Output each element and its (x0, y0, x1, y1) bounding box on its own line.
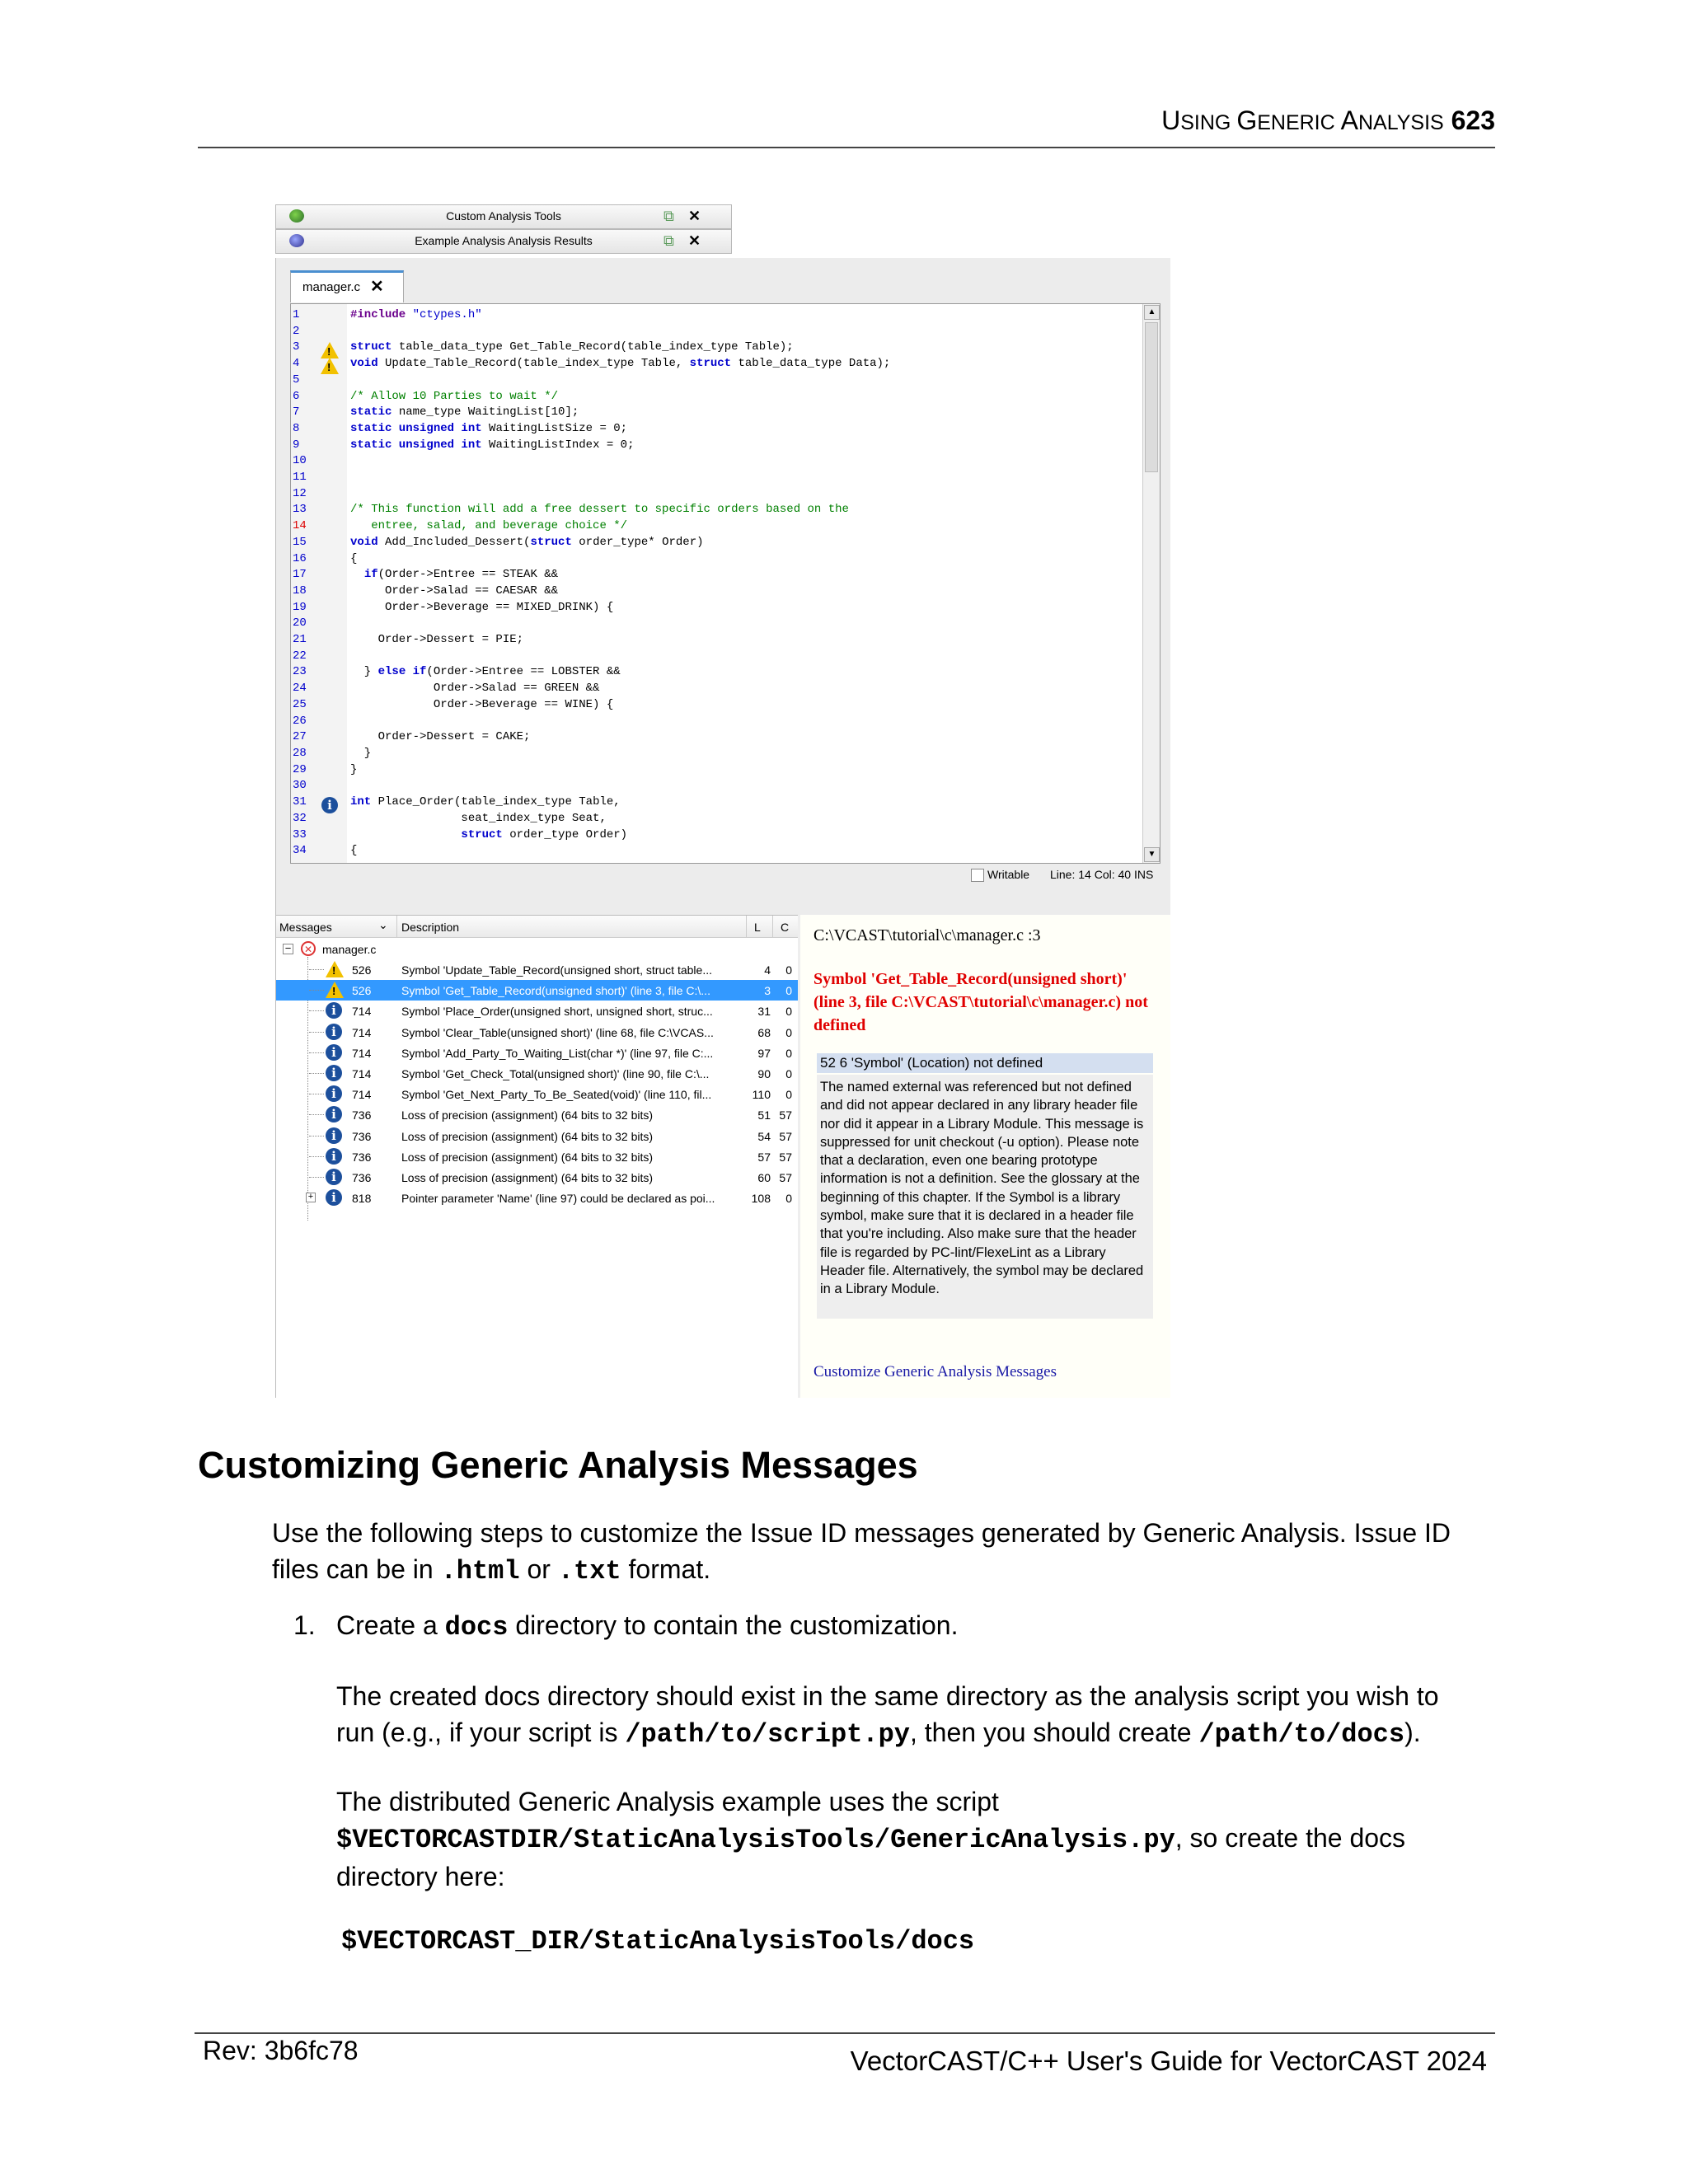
message-description: Symbol 'Clear_Table(unsigned short)' (line 68, file C:\VCAS... (401, 1025, 714, 1039)
panel-tab-custom-analysis-tools[interactable]: Custom Analysis Tools ⧉ ✕ (275, 204, 732, 229)
message-id: 736 (352, 1150, 372, 1164)
tree-connector (309, 1073, 324, 1074)
line-numbers: 1 2 3 4 5 6 7 8 9 10 11 12 13 14 15 16 17 18 19 20 21 22 23 24 25 26 27 28 29 30 31 32 33 34 (293, 308, 307, 858)
editor-status-bar: Writable Line: 14 Col: 40 INS (290, 864, 1159, 885)
scroll-up-icon[interactable]: ▲ (1144, 305, 1160, 320)
message-description: Symbol 'Get_Next_Party_To_Be_Seated(void)' (line 110, fil... (401, 1088, 712, 1102)
customize-messages-link[interactable]: Customize Generic Analysis Messages (814, 1363, 1057, 1380)
page-number: 623 (1451, 105, 1495, 135)
vertical-scrollbar[interactable] (1142, 304, 1160, 863)
collapse-icon[interactable]: − (283, 944, 293, 954)
writable-checkbox[interactable] (971, 869, 984, 882)
detail-error-title: Symbol 'Get_Table_Record(unsigned short)' (line 3, file C:\VCAST\tutorial\c\manager.c) not defined (814, 970, 1148, 1034)
message-row[interactable] (276, 1126, 799, 1146)
message-description: Symbol 'Place_Order(unsigned short, unsigned short, struc... (401, 1005, 713, 1019)
message-col: 0 (785, 1192, 792, 1206)
info-icon: i (326, 1044, 342, 1061)
info-icon: i (326, 1065, 342, 1081)
message-line: 90 (757, 1067, 771, 1080)
message-col: 0 (785, 1046, 792, 1060)
tree-connector (309, 1156, 324, 1157)
message-col: 0 (785, 963, 792, 977)
warning-marker-icon[interactable] (321, 342, 339, 359)
error-file-icon: ✕ (301, 941, 316, 956)
column-description[interactable]: Description (401, 921, 460, 934)
message-id: 714 (352, 1046, 372, 1060)
message-line: 51 (757, 1108, 771, 1122)
info-icon: i (326, 1148, 342, 1165)
source-code: #include "ctypes.h" struct table_data_type Get_Table_Record(table_index_type Table); void Update_Table_Record(table_index_type Table, struct table_data_type Data); /* Allow 10 Parties to wait */ static name_type WaitingList[10]; static unsigned int WaitingListSize = 0; static unsigned int WaitingListIndex = 0; /* This function will add a free dessert to specific orders based on the entree, salad, and beverage choice */ void Add_Included_Dessert(struct order_type* Order) { if(Order->Entree == STEAK && Order->Salad == CAESAR && Order->Beverage == MIXED_DRINK) { Order->Dessert = PIE; } else if(Order->Entree == LOBSTER && Order->Salad == GREEN && Order->Beverage == WINE) { Order->Dessert = CAKE; } } int Place_Order(table_index_type Table, seat_index_type Seat, struct order_type Order) { (350, 308, 891, 858)
tree-connector (309, 1177, 324, 1178)
messages-header (276, 916, 799, 938)
message-description: Symbol 'Get_Check_Total(unsigned short)' (line 90, file C:\... (401, 1067, 710, 1080)
message-description: Loss of precision (assignment) (64 bits to 32 bits) (401, 1129, 654, 1143)
detail-file-path: C:\VCAST\tutorial\c\manager.c :3 (814, 926, 1041, 944)
detail-box-header: 52 6 'Symbol' (Location) not defined (817, 1053, 1153, 1073)
messages-panel (275, 915, 799, 1398)
message-line: 110 (752, 1088, 771, 1102)
tree-connector (309, 1114, 324, 1115)
message-row[interactable] (276, 1188, 799, 1208)
section-heading: Customizing Generic Analysis Messages (198, 1444, 918, 1486)
tree-connector (309, 1136, 324, 1137)
message-row[interactable] (276, 1104, 799, 1125)
scrollbar-thumb[interactable] (1145, 322, 1158, 472)
message-row[interactable] (276, 959, 799, 980)
intro-paragraph: Use the following steps to customize the Issue ID messages generated by Generic Analysis. Issue ID files can be in .html or .txt format. (272, 1518, 1451, 1586)
close-tab-icon[interactable]: ✕ (370, 278, 384, 296)
message-line: 60 (757, 1171, 771, 1184)
running-header: USING GENERIC ANALYSIS 623 (1161, 105, 1495, 135)
message-description: Loss of precision (assignment) (64 bits to 32 bits) (401, 1171, 654, 1184)
tree-connector (309, 1032, 324, 1033)
info-marker-icon[interactable]: i (321, 797, 339, 813)
warning-icon (326, 961, 344, 977)
message-id: 736 (352, 1171, 372, 1184)
message-col: 57 (779, 1171, 792, 1184)
message-col: 0 (785, 1005, 792, 1019)
message-row[interactable] (276, 1063, 799, 1084)
expand-icon[interactable]: + (306, 1193, 316, 1202)
message-line: 97 (757, 1046, 771, 1060)
message-col: 57 (779, 1150, 792, 1164)
message-col: 57 (779, 1108, 792, 1122)
detach-icon[interactable]: ⧉ (663, 208, 674, 224)
panel-tab-analysis-results[interactable]: Example Analysis Analysis Results ⧉ ✕ (275, 229, 732, 254)
message-line: 4 (764, 963, 771, 977)
page-header (198, 105, 1495, 148)
message-row[interactable] (276, 1084, 799, 1104)
column-messages[interactable]: Messages (279, 921, 332, 934)
message-row[interactable] (276, 1043, 799, 1063)
message-line: 3 (764, 984, 771, 998)
warning-marker-icon[interactable] (321, 358, 339, 374)
cursor-position: Line: 14 Col: 40 INS (1050, 868, 1154, 881)
revision: Rev: 3b6fc78 (203, 2036, 359, 2065)
info-icon: i (326, 1024, 342, 1040)
message-id: 714 (352, 1088, 372, 1102)
message-id: 714 (352, 1025, 372, 1039)
tree-connector (309, 990, 324, 991)
message-id: 736 (352, 1108, 372, 1122)
guide-title: VectorCAST/C++ User's Guide for VectorCAST 2024 (850, 2046, 1487, 2076)
message-description: Symbol 'Get_Table_Record(unsigned short)' (line 3, file C:\... (401, 984, 710, 998)
message-row[interactable] (276, 1001, 799, 1021)
paragraph-docs-location: The created docs directory should exist in the same directory as the analysis script you wish to run (e.g., if your script is /path/to/script.py, then you should create /path/to/docs). (336, 1681, 1439, 1750)
warning-icon (326, 982, 344, 998)
message-id: 818 (352, 1192, 372, 1206)
detach-icon[interactable]: ⧉ (663, 232, 674, 249)
tree-connector (309, 969, 324, 970)
tree-connector (309, 1052, 324, 1053)
step-1: Create a docs directory to contain the customization. (336, 1610, 959, 1643)
message-id: 714 (352, 1005, 372, 1019)
message-line: 31 (757, 1005, 771, 1019)
info-icon: i (326, 1127, 342, 1144)
message-col: 0 (785, 1088, 792, 1102)
info-icon: i (326, 1106, 342, 1122)
message-line: 54 (757, 1129, 771, 1143)
message-line: 108 (751, 1192, 771, 1206)
paragraph-example-script: The distributed Generic Analysis example uses the script $VECTORCASTDIR/StaticAnalysisTools/GenericAnalysis.py, so create the docs directory here: (336, 1787, 1406, 1891)
message-description: Loss of precision (assignment) (64 bits to 32 bits) (401, 1108, 654, 1122)
info-icon: i (326, 1189, 342, 1206)
message-row[interactable] (276, 1146, 799, 1167)
step-number: 1. (293, 1610, 316, 1640)
ui-screenshot (275, 204, 1170, 1398)
message-col: 0 (785, 1067, 792, 1080)
chevron-down-icon[interactable]: ⌄ (378, 918, 388, 931)
message-col: 0 (785, 984, 792, 998)
column-l[interactable]: L (754, 921, 761, 934)
message-col: 57 (779, 1129, 792, 1143)
message-description: Loss of precision (assignment) (64 bits to 32 bits) (401, 1150, 654, 1164)
page-footer (195, 2032, 1495, 2083)
info-icon: i (326, 1085, 342, 1102)
message-detail-panel (798, 915, 1170, 1398)
code-editor[interactable] (290, 303, 1160, 864)
close-icon[interactable]: ✕ (688, 208, 701, 224)
message-id: 526 (352, 963, 372, 977)
message-row[interactable] (276, 1167, 799, 1188)
message-id: 736 (352, 1129, 372, 1143)
message-id: 526 (352, 984, 372, 998)
message-col: 0 (785, 1025, 792, 1039)
tree-root-manager-c[interactable]: − ✕ manager.c (276, 939, 799, 959)
file-tab-manager-c[interactable]: manager.c ✕ (290, 270, 404, 302)
message-description: Pointer parameter 'Name' (line 97) could be declared as poi... (401, 1192, 715, 1206)
code-docs-path: $VECTORCAST_DIR/StaticAnalysisTools/docs (341, 1926, 975, 1957)
info-icon: i (326, 1002, 342, 1019)
message-row[interactable] (276, 980, 799, 1001)
message-description: Symbol 'Add_Party_To_Waiting_List(char *)' (line 97, file C:... (401, 1046, 714, 1060)
column-c[interactable]: C (781, 921, 790, 934)
tree-connector (309, 1010, 324, 1011)
message-line: 57 (757, 1150, 771, 1164)
detail-description: The named external was referenced but not defined and did not appear declared in any library header file nor did it appear in a Library Module. This message is suppressed for unit checkout (-u option). Please note that a declaration, even one bearing prototype information is not a definition. See the glossary at the beginning of this chapter. If the Symbol is a library symbol, make sure that it is declared in a header file that you're including. Also make sure that the header file is regarded by PC-lint/FlexeLint as a Library Header file. Alternatively, the symbol may be declared in a Library Module. (817, 1075, 1153, 1319)
message-description: Symbol 'Update_Table_Record(unsigned short, struct table... (401, 963, 712, 977)
message-line: 68 (757, 1025, 771, 1039)
info-icon: i (326, 1169, 342, 1185)
message-id: 714 (352, 1067, 372, 1080)
scroll-down-icon[interactable]: ▼ (1144, 847, 1160, 862)
close-icon[interactable]: ✕ (688, 232, 701, 249)
message-row[interactable] (276, 1022, 799, 1043)
